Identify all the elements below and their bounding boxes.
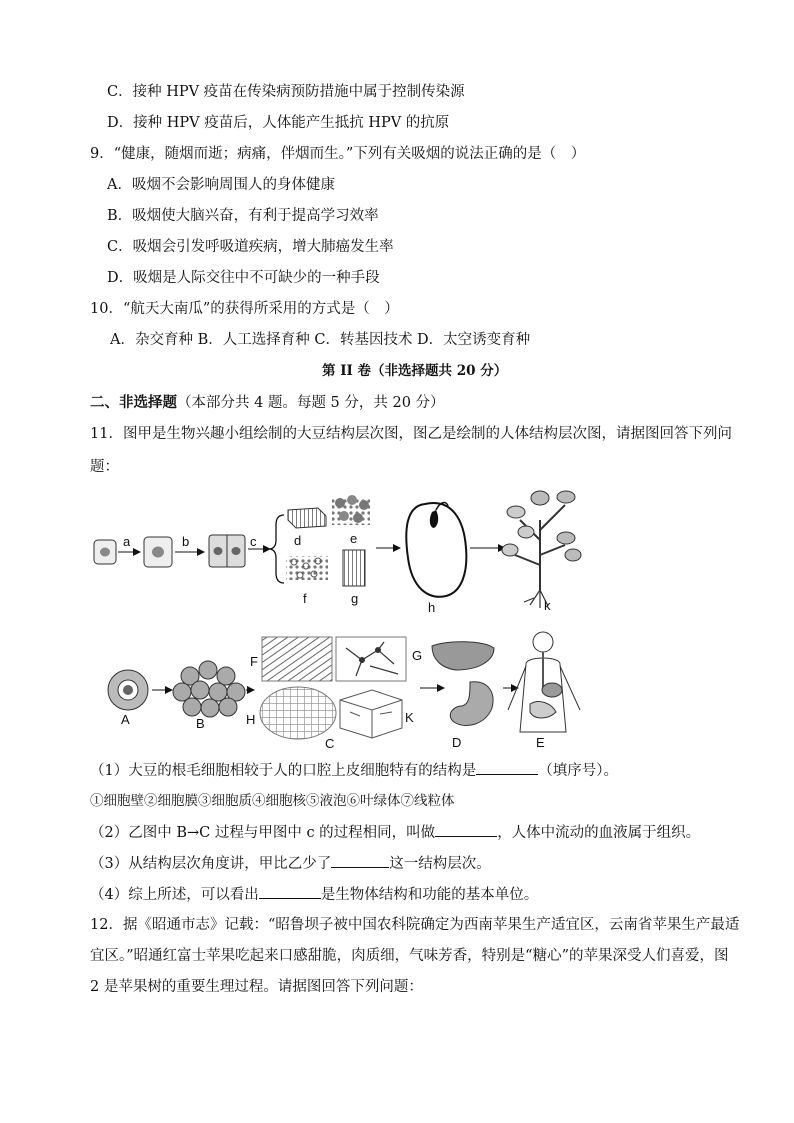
label-G: G [412,648,423,663]
q11-sub1 [90,760,618,781]
fig-yi [108,632,580,751]
tissue-f [286,556,328,580]
label-F: F [250,654,258,669]
q9-option-c: C．吸烟会引发呼吸道疾病，增大肺癌发生率 [107,239,394,255]
q11-sub3-suffix: 这一结构层次。 [389,856,491,872]
soybean-plant-k [502,491,581,608]
label-e: e [350,531,358,546]
label-H: H [246,712,256,727]
q11-sub4-suffix: 是生物体结构和功能的基本单位。 [320,887,539,903]
q11-sub1-suffix: （填序号）。 [538,763,618,779]
label-B: B [196,716,205,731]
tissue-G-nerve [336,637,406,681]
q11-sub2-suffix: ，人体中流动的血液属于组织。 [497,825,701,841]
q10-options: A．杂交育种 B．人工选择育种 C．转基因技术 D．太空诱变育种 [110,332,531,348]
label-E: E [536,735,545,750]
tissue-g [343,550,365,586]
q11-sub1-options: ①细胞壁②细胞膜③细胞质④细胞核⑤液泡⑥叶绿体⑦线粒体 [90,793,455,809]
q12-line3: 2 是苹果树的重要生理过程。请据图回答下列问题： [90,979,423,995]
jia-cell-2 [144,537,172,567]
human-body-e [508,632,580,732]
q8-option-d: D．接种 HPV 疫苗后，人体能产生抵抗 HPV 的抗原 [107,115,450,131]
label-d: d [294,533,302,548]
q11-stem-line2: 题： [90,459,119,475]
volume-title: 第 II 卷（非选择题共 20 分） [322,363,508,379]
answer-blank-3[interactable] [331,853,389,868]
section-heading-note: （本部分共 4 题。每题 5 分，共 20 分） [177,395,445,411]
q10-stem: 10．“航天大南瓜”的获得所采用的方式是（ ） [90,301,399,317]
label-A: A [121,712,130,727]
organ-stomach [450,682,493,726]
q8-option-c: C．接种 HPV 疫苗在传染病预防措施中属于控制传染源 [107,84,465,100]
jia-cell-pair [209,535,245,567]
human-cell-a [108,670,148,710]
label-D: D [452,735,462,750]
label-b: b [182,534,190,549]
label-K: K [405,710,414,725]
q11-sub1-text: （1）大豆的根毛细胞相较于人的口腔上皮细胞特有的结构是 [90,763,477,779]
q11-sub2-text: （2）乙图中 B→C 过程与甲图中 c 的过程相同，叫做 [90,825,436,841]
q9-stem: 9．“健康，随烟而逝；病痛，伴烟而生。”下列有关吸烟的说法正确的是（ ） [90,146,586,162]
label-h: h [428,600,436,615]
tissue-e [332,495,370,525]
seed-h [406,503,466,597]
fig-jia [94,491,581,615]
q9-option-a: A．吸烟不会影响周围人的身体健康 [107,177,335,193]
label-g: g [351,591,359,606]
q11-sub3 [90,853,491,874]
label-c: c [250,534,257,549]
q11-sub4-text: （4）综上所述，可以看出 [90,887,259,903]
label-C: C [325,736,335,751]
answer-blank-2[interactable] [435,822,497,837]
q12-line1: 12．据《昭通市志》记载：“昭鲁坝子被中国农科院确定为西南苹果生产适宜区，云南省苹果生产最适 [90,917,740,933]
answer-blank-1[interactable] [476,760,538,775]
q9-option-b: B．吸烟使大脑兴奋，有利于提高学习效率 [107,208,379,224]
jia-cell-1 [94,540,116,564]
section-heading-title: 二、非选择题 [90,394,177,411]
label-k: k [544,598,551,613]
tissue-H [260,687,336,739]
tissue-K [340,690,402,738]
label-a: a [123,534,131,549]
tissue-brace [270,515,284,583]
q12-line2: 宜区。”昭通红富士苹果吃起来口感甜脆，肉质细，气味芳香，特别是“糖心”的苹果深受人们喜爱，图 [90,948,729,964]
label-f: f [303,591,307,606]
q11-sub4 [90,884,538,905]
q11-stem-line1: 11．图甲是生物兴趣小组绘制的大豆结构层次图，图乙是绘制的人体结构层次图，请据图回答下列问 [90,426,732,442]
q11-sub3-text: （3）从结构层次角度讲，甲比乙少了 [90,856,332,872]
answer-blank-4[interactable] [259,884,321,899]
tissue-d [288,508,326,528]
human-cells-b [173,661,245,717]
organ-liver [432,642,494,670]
tissue-F [262,637,332,681]
q11-sub2 [90,822,700,843]
q9-option-d: D．吸烟是人际交往中不可缺少的一种手段 [107,270,380,286]
